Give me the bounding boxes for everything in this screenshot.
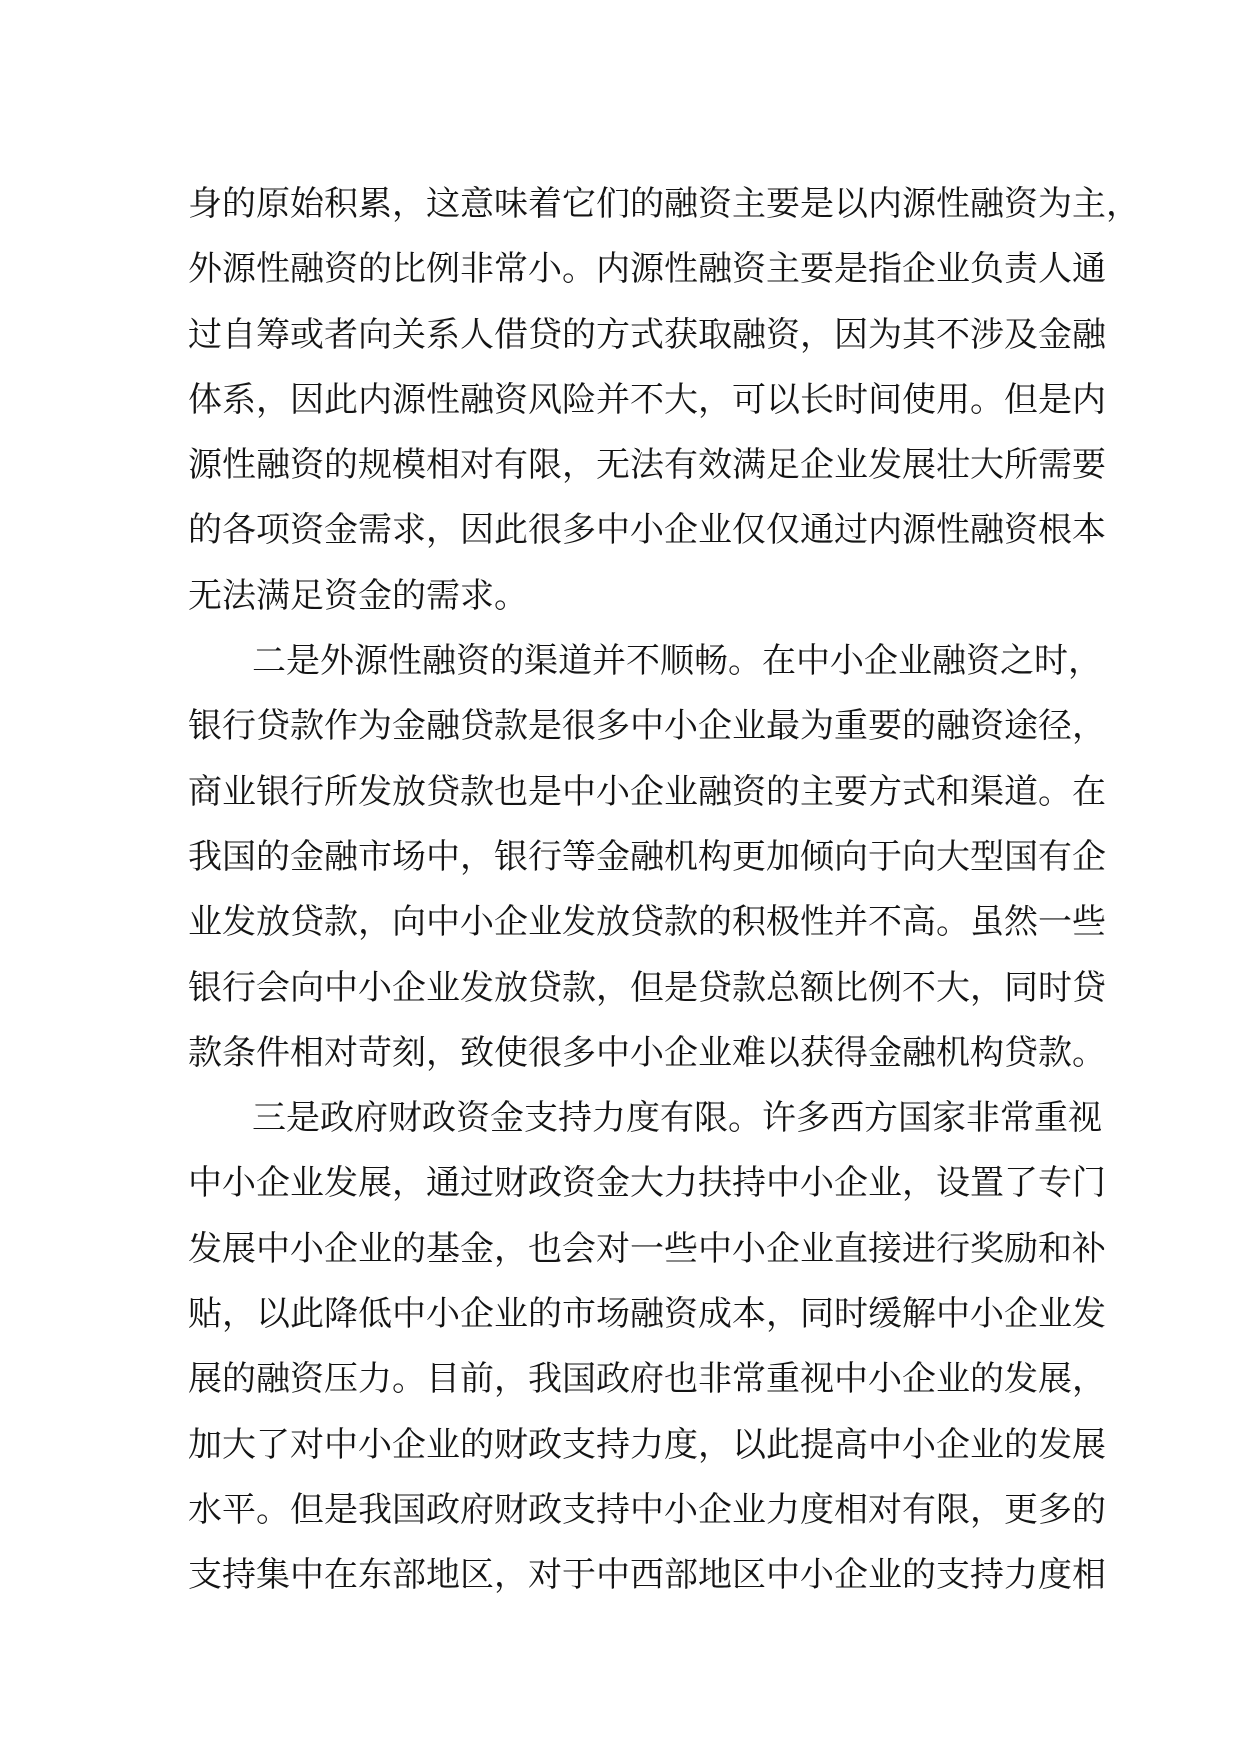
paragraph-3	[188, 1086, 1106, 1608]
text-line: 商业银行所发放贷款也是中小企业融资的主要方式和渠道。在	[188, 771, 1106, 812]
text-line: 银行会向中小企业发放贷款，但是贷款总额比例不大，同时贷	[188, 967, 1106, 1008]
text-line: 业发放贷款，向中小企业发放贷款的积极性并不高。虽然一些	[188, 902, 1106, 943]
text-line: 水平。但是我国政府财政支持中小企业力度相对有限，更多的	[188, 1489, 1106, 1530]
text-line: 我国的金融市场中，银行等金融机构更加倾向于向大型国有企	[188, 836, 1106, 877]
text-line: 源性融资的规模相对有限，无法有效满足企业发展壮大所需要	[188, 445, 1106, 486]
paragraph-1	[188, 172, 1140, 629]
text-line: 无法满足资金的需求。	[188, 575, 528, 616]
text-line: 外源性融资的比例非常小。内源性融资主要是指企业负责人通	[188, 249, 1106, 290]
text-line: 发展中小企业的基金，也会对一些中小企业直接进行奖励和补	[188, 1228, 1106, 1269]
text-line: 支持集中在东部地区，对于中西部地区中小企业的支持力度相	[188, 1555, 1106, 1596]
body-text	[188, 172, 1140, 1609]
paragraph-2	[188, 629, 1106, 1086]
text-line-indented: 二是外源性融资的渠道并不顺畅。在中小企业融资之时，	[252, 641, 1102, 682]
text-line: 身的原始积累，这意味着它们的融资主要是以内源性融资为主，	[188, 184, 1140, 224]
text-line: 过自筹或者向关系人借贷的方式获取融资，因为其不涉及金融	[188, 314, 1106, 355]
text-line: 加大了对中小企业的财政支持力度，以此提高中小企业的发展	[188, 1424, 1106, 1465]
text-line: 的各项资金需求，因此很多中小企业仅仅通过内源性融资根本	[188, 510, 1106, 551]
text-line: 中小企业发展，通过财政资金大力扶持中小企业，设置了专门	[188, 1163, 1106, 1204]
text-line-indented: 三是政府财政资金支持力度有限。许多西方国家非常重视	[252, 1098, 1102, 1139]
text-line: 贴，以此降低中小企业的市场融资成本，同时缓解中小企业发	[188, 1294, 1106, 1335]
text-line: 展的融资压力。目前，我国政府也非常重视中小企业的发展，	[188, 1359, 1106, 1400]
text-line: 体系，因此内源性融资风险并不大，可以长时间使用。但是内	[188, 379, 1106, 420]
text-line: 银行贷款作为金融贷款是很多中小企业最为重要的融资途径，	[188, 706, 1106, 747]
text-line: 款条件相对苛刻，致使很多中小企业难以获得金融机构贷款。	[188, 1032, 1106, 1073]
